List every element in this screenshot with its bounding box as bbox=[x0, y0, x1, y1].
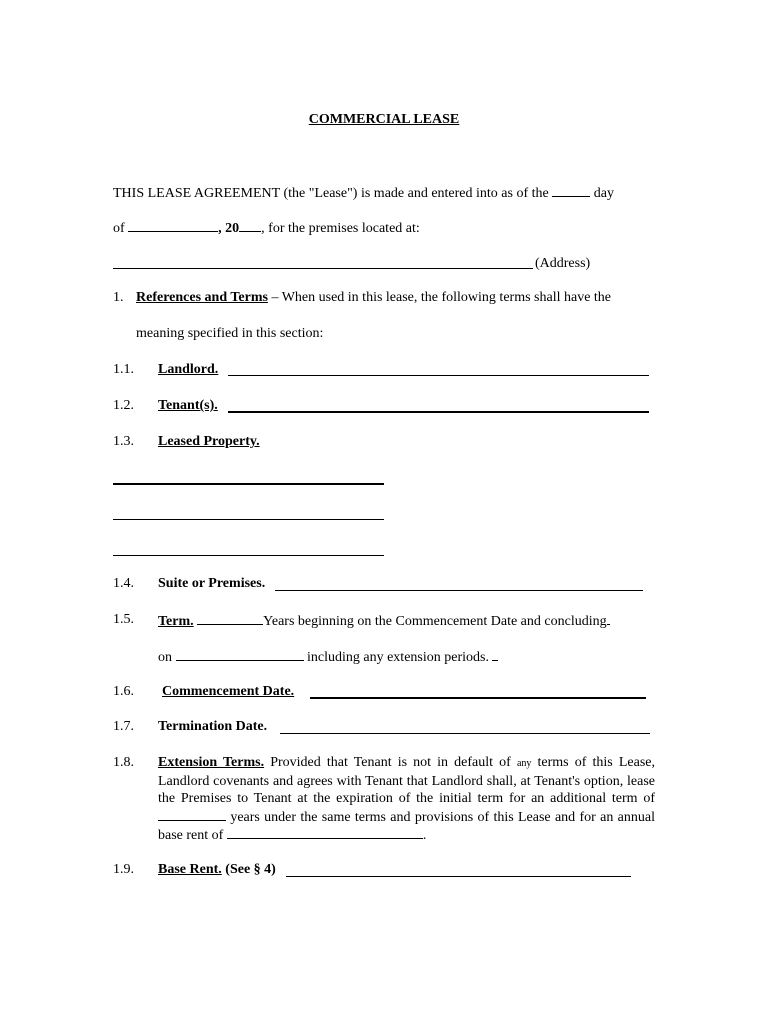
section-1-heading: References and Terms bbox=[136, 290, 268, 305]
term-extension-mark bbox=[492, 648, 498, 661]
suite-blank[interactable] bbox=[275, 590, 643, 591]
intro-line-1 bbox=[113, 184, 614, 202]
item-1-2-number: 1.2. bbox=[113, 398, 134, 413]
leased-property-blank-3[interactable] bbox=[113, 555, 384, 556]
item-1-1-number: 1.1. bbox=[113, 362, 134, 377]
item-1-8-number: 1.8. bbox=[113, 755, 134, 770]
item-1-7-number: 1.7. bbox=[113, 719, 134, 734]
term-line-2 bbox=[158, 648, 498, 666]
landlord-blank[interactable] bbox=[228, 375, 649, 376]
year-blank[interactable] bbox=[239, 219, 261, 232]
landlord-label: Landlord. bbox=[158, 362, 219, 377]
intro-line-2: of , 20 , for the premises located at: bbox=[113, 221, 420, 236]
term-on-label: on bbox=[158, 650, 172, 665]
base-rent-blank[interactable] bbox=[286, 876, 631, 877]
address-blank[interactable] bbox=[113, 268, 533, 269]
tenant-label: Tenant(s). bbox=[158, 398, 218, 413]
term-extension-text: including any extension periods. bbox=[307, 650, 489, 665]
extension-any: any bbox=[516, 758, 532, 769]
month-blank[interactable] bbox=[128, 219, 218, 232]
extension-text-4: . bbox=[422, 828, 427, 843]
leased-property-label: Leased Property. bbox=[158, 434, 260, 449]
extension-text-3: years under the same terms and provisions of this Lease and for an annual base rent of bbox=[158, 809, 655, 843]
commencement-blank[interactable] bbox=[310, 697, 646, 699]
item-1-5-number: 1.5. bbox=[113, 612, 134, 627]
item-1-3-number: 1.3. bbox=[113, 434, 134, 449]
intro-premises-text: , for the premises located at: bbox=[261, 221, 420, 236]
extension-label: Extension Terms. bbox=[158, 755, 265, 770]
section-1-text: – When used in this lease, the following terms shall have the bbox=[267, 290, 612, 305]
termination-label: Termination Date. bbox=[158, 719, 268, 734]
base-rent-label: Base Rent. bbox=[158, 862, 222, 877]
base-rent-line bbox=[158, 862, 276, 878]
item-1-4-number: 1.4. bbox=[113, 576, 134, 591]
extension-paragraph bbox=[158, 754, 655, 845]
intro-text: THIS LEASE AGREEMENT (the "Lease") is made and entered into as of the bbox=[113, 186, 549, 201]
annual-base-rent-blank[interactable] bbox=[227, 826, 423, 839]
section-1-line-1 bbox=[136, 290, 611, 306]
intro-of-label: of bbox=[113, 221, 125, 236]
commencement-label: Commencement Date. bbox=[162, 684, 295, 699]
item-1-6-number: 1.6. bbox=[113, 684, 134, 699]
intro-day-label: day bbox=[593, 186, 614, 201]
suite-label: Suite or Premises. bbox=[158, 576, 266, 591]
term-line-1 bbox=[158, 612, 610, 630]
section-1-line-2: meaning specified in this section: bbox=[136, 326, 324, 341]
termination-blank[interactable] bbox=[280, 733, 650, 734]
extension-text-1: Provided that Tenant is not in default of bbox=[264, 755, 517, 770]
term-years-blank[interactable] bbox=[197, 612, 263, 625]
leased-property-blank-2[interactable] bbox=[113, 519, 384, 520]
year-prefix: 20 bbox=[225, 221, 240, 236]
leased-property-blank-1[interactable] bbox=[113, 483, 384, 485]
term-text: Years beginning on the Commencement Date and concluding bbox=[263, 614, 607, 629]
term-label: Term. bbox=[158, 614, 194, 629]
section-1-number: 1. bbox=[113, 290, 124, 305]
tenant-blank[interactable] bbox=[228, 411, 649, 413]
term-end-date-blank[interactable] bbox=[176, 648, 304, 661]
base-rent-ref: (See § 4) bbox=[225, 862, 276, 877]
address-label: (Address) bbox=[535, 256, 591, 271]
document-title: COMMERCIAL LEASE bbox=[308, 112, 460, 127]
additional-term-blank[interactable] bbox=[158, 808, 226, 821]
item-1-9-number: 1.9. bbox=[113, 862, 134, 877]
extension-text-2: terms of this Lease, Landlord covenants and agrees with Tenant that Landlord shall, at Tenant's option, lease the Premises to Tenant at the expiration of the initial term for an additional term of bbox=[158, 755, 655, 806]
term-end-mark bbox=[607, 612, 610, 625]
day-blank[interactable] bbox=[552, 184, 590, 197]
